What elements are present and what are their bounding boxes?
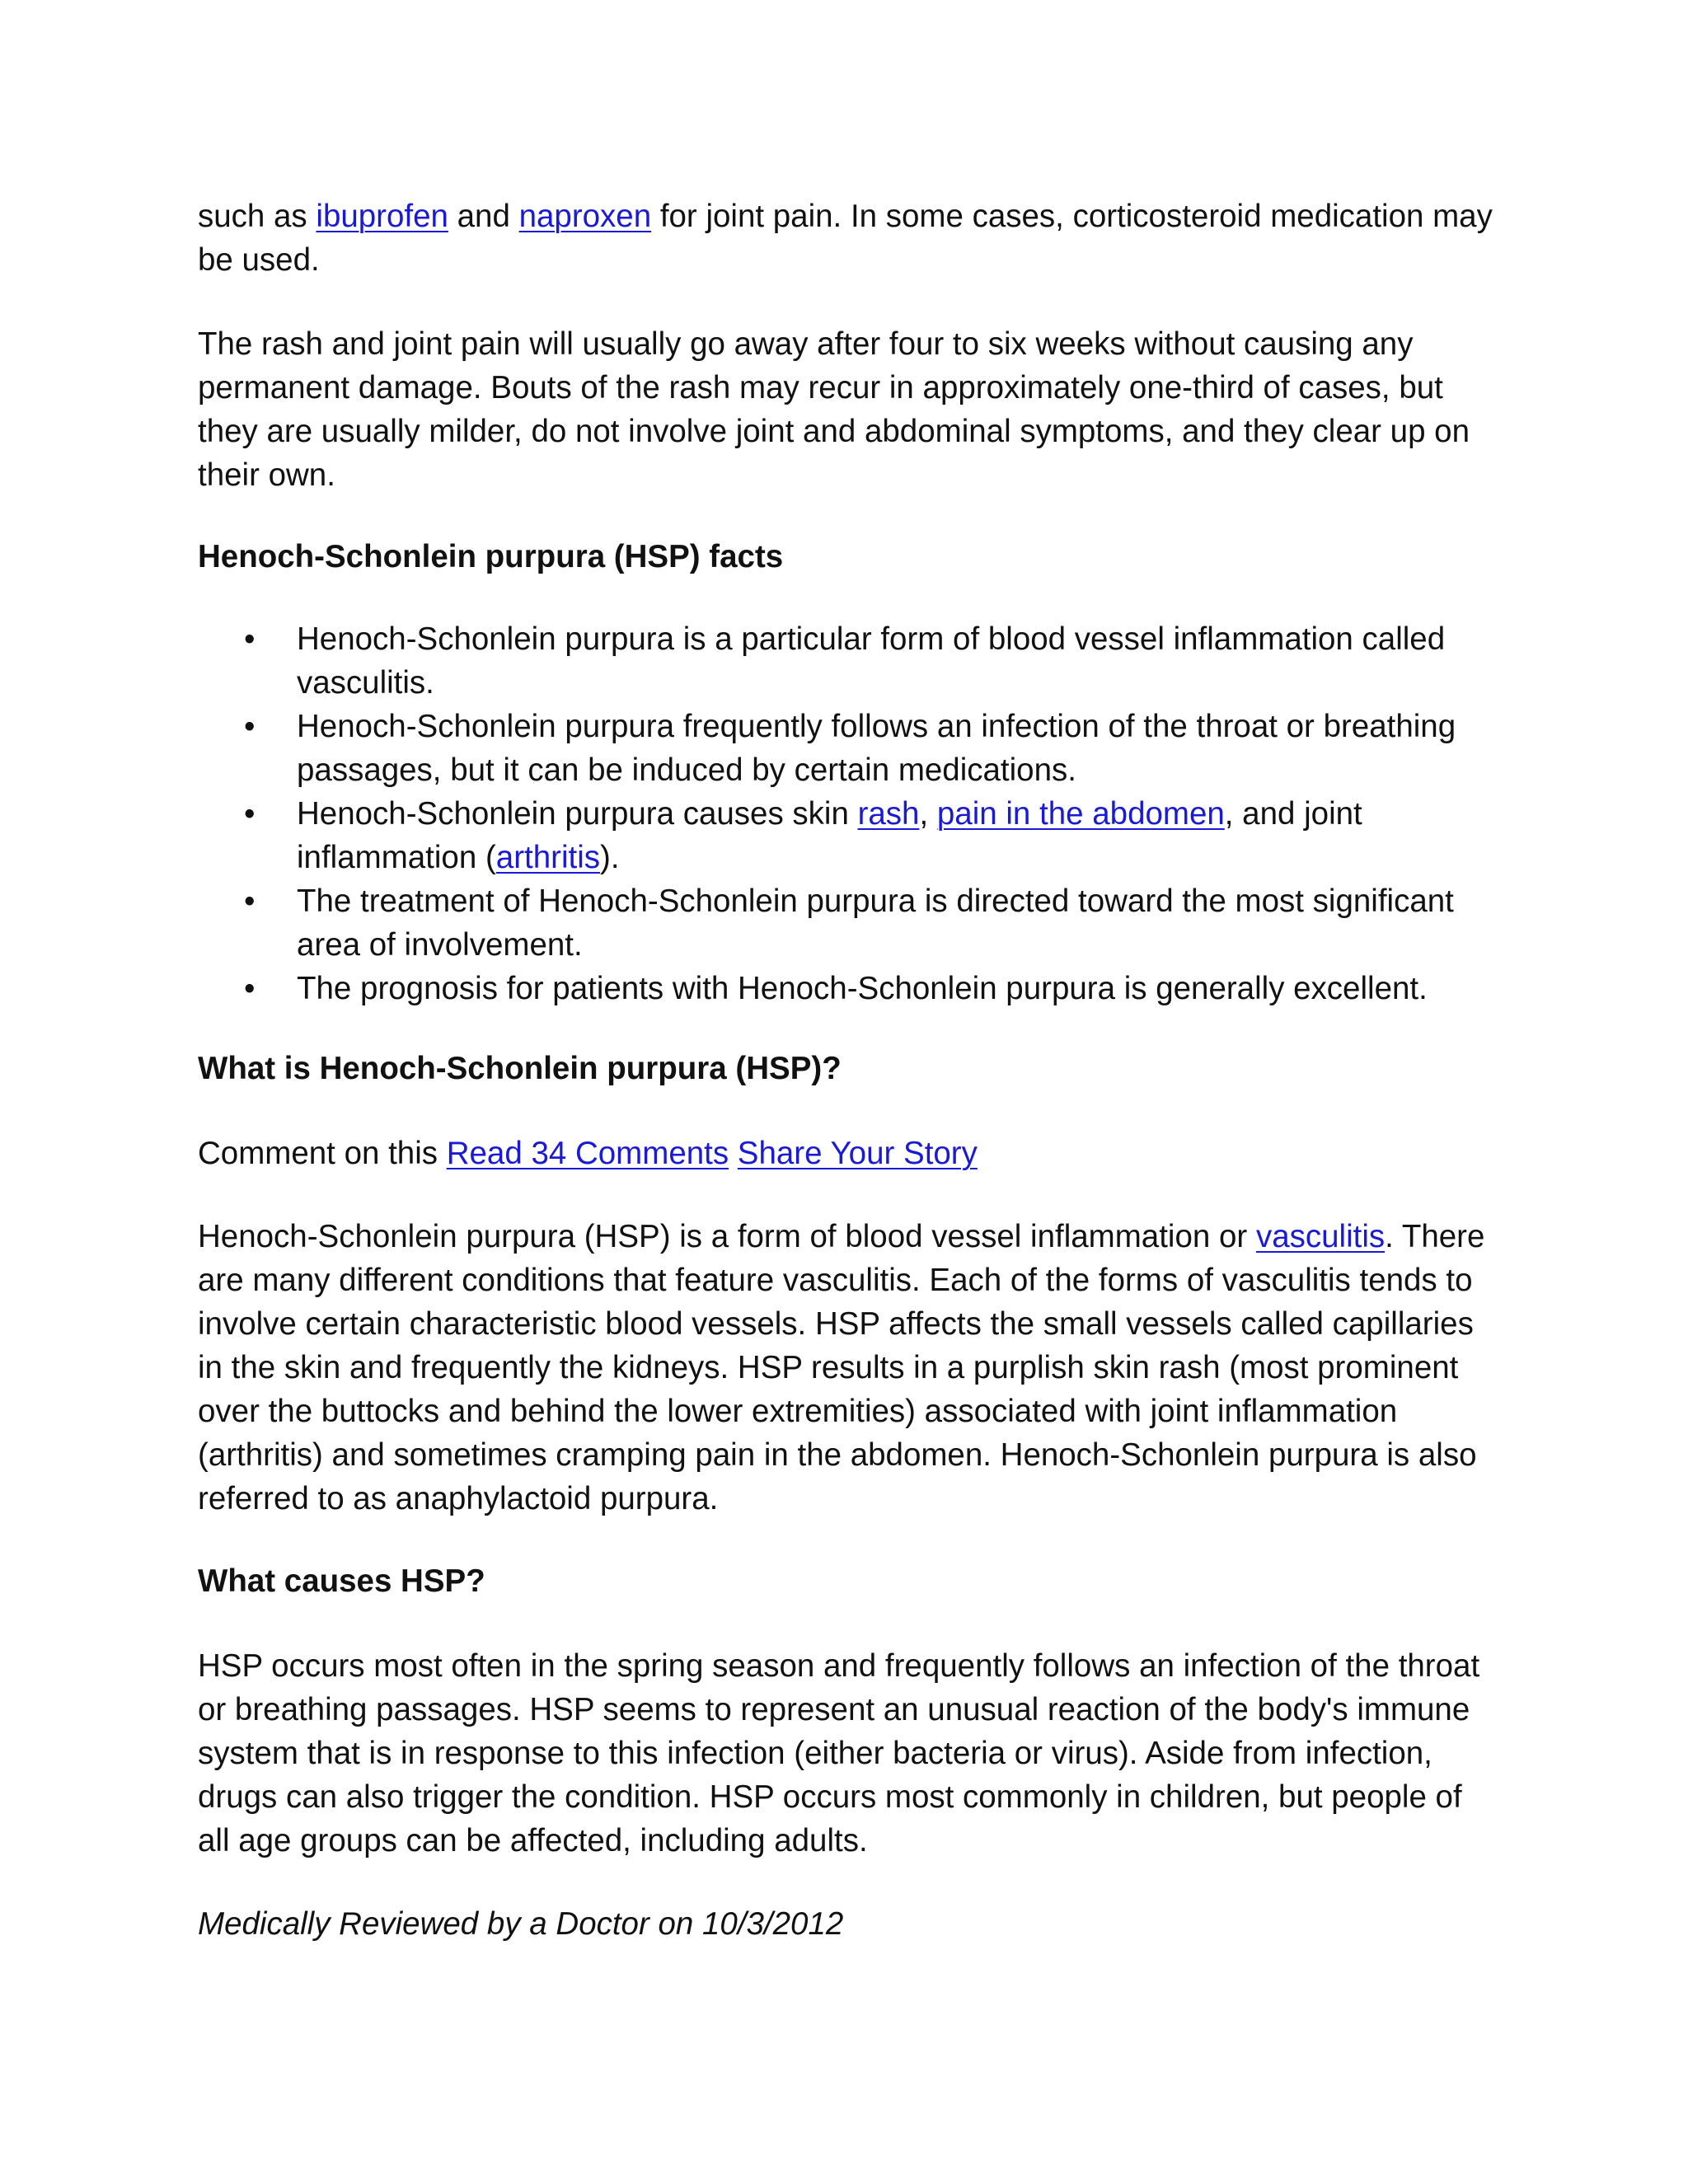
fact-text: The prognosis for patients with Henoch-Schonlein purpura is generally excellent.	[297, 971, 1428, 1006]
outcome-paragraph: The rash and joint pain will usually go away after four to six weeks without causing any permanent damage. Bouts of the rash may recur in approximately one-third of cases, but they are usually milder, do not involve joint and abdominal symptoms, and they clear up on their own.	[198, 326, 1470, 493]
intro-text-3: for joint pain. In some cases, corticosteroid medication may be used.	[198, 199, 1493, 278]
fact-text: ).	[600, 840, 620, 875]
vasculitis-link[interactable]: vasculitis	[1255, 1219, 1386, 1254]
fact-text: , and joint inflammation (	[297, 796, 1362, 875]
bullet-icon: •	[244, 709, 256, 744]
fact-text: Henoch-Schonlein purpura frequently follows an infection of the throat or breathing passages, but it can be induced by certain medications.	[297, 709, 1456, 788]
read-comments-link[interactable]: Read 34 Comments	[446, 1136, 729, 1171]
definition-text-2: . There are many different conditions that feature vasculitis. Each of the forms of vasculitis tends to involve certain characteristic blood vessels. HSP affects the small vessels called capillaries in the skin and frequently the kidneys. HSP results in a purplish skin rash (most prominent over the buttocks and behind the lower extremities) associated with joint inflammation (arthritis) and sometimes cramping pain in the abdomen. Henoch-Schonlein purpura is also referred to as anaphylactoid purpura.	[198, 1219, 1485, 1516]
rash-link[interactable]: rash	[857, 796, 920, 832]
abdomen-pain-link[interactable]: pain in the abdomen	[936, 796, 1225, 832]
share-story-link[interactable]: Share Your Story	[737, 1136, 978, 1171]
causes-paragraph: HSP occurs most often in the spring season and frequently follows an infection of the throat or breathing passages. HSP seems to represent an unusual reaction of the body's immune system that is in response to this infection (either bacteria or virus). Aside from infection, drugs can also trigger the condition. HSP occurs most commonly in children, but people of all age groups can be affected, including adults.	[198, 1648, 1480, 1858]
comment-prefix: Comment on this	[198, 1136, 447, 1171]
causes-heading: What causes HSP?	[198, 1563, 485, 1599]
intro-text-1: such as	[198, 199, 316, 234]
fact-text: Henoch-Schonlein purpura causes skin	[297, 796, 858, 832]
bullet-icon: •	[244, 796, 256, 832]
intro-paragraph	[198, 194, 1500, 282]
facts-list	[198, 617, 1500, 1010]
definition-text-1: Henoch-Schonlein purpura (HSP) is a form of blood vessel inflammation or	[198, 1219, 1256, 1254]
comment-line	[198, 1132, 1500, 1175]
ibuprofen-link[interactable]: ibuprofen	[316, 199, 448, 234]
document-page	[198, 194, 1500, 1946]
facts-list-item	[198, 967, 1500, 1010]
facts-list-item	[198, 879, 1500, 967]
facts-list-item	[198, 617, 1500, 705]
what-is-heading: What is Henoch-Schonlein purpura (HSP)?	[198, 1051, 842, 1086]
naproxen-link[interactable]: naproxen	[518, 199, 652, 234]
bullet-icon: •	[244, 621, 256, 657]
definition-paragraph	[198, 1215, 1500, 1521]
fact-text: ,	[919, 796, 937, 832]
fact-text: The treatment of Henoch-Schonlein purpura is directed toward the most significant area of involvement.	[297, 883, 1454, 963]
bullet-icon: •	[244, 883, 256, 919]
arthritis-link[interactable]: arthritis	[495, 840, 600, 875]
fact-text: Henoch-Schonlein purpura is a particular form of blood vessel inflammation called vasculitis.	[297, 621, 1446, 701]
facts-heading: Henoch-Schonlein purpura (HSP) facts	[198, 539, 784, 574]
bullet-icon: •	[244, 971, 256, 1006]
facts-list-item	[198, 705, 1500, 792]
intro-text-2: and	[448, 199, 519, 234]
review-note: Medically Reviewed by a Doctor on 10/3/2012	[198, 1906, 844, 1942]
facts-list-item	[198, 792, 1500, 879]
